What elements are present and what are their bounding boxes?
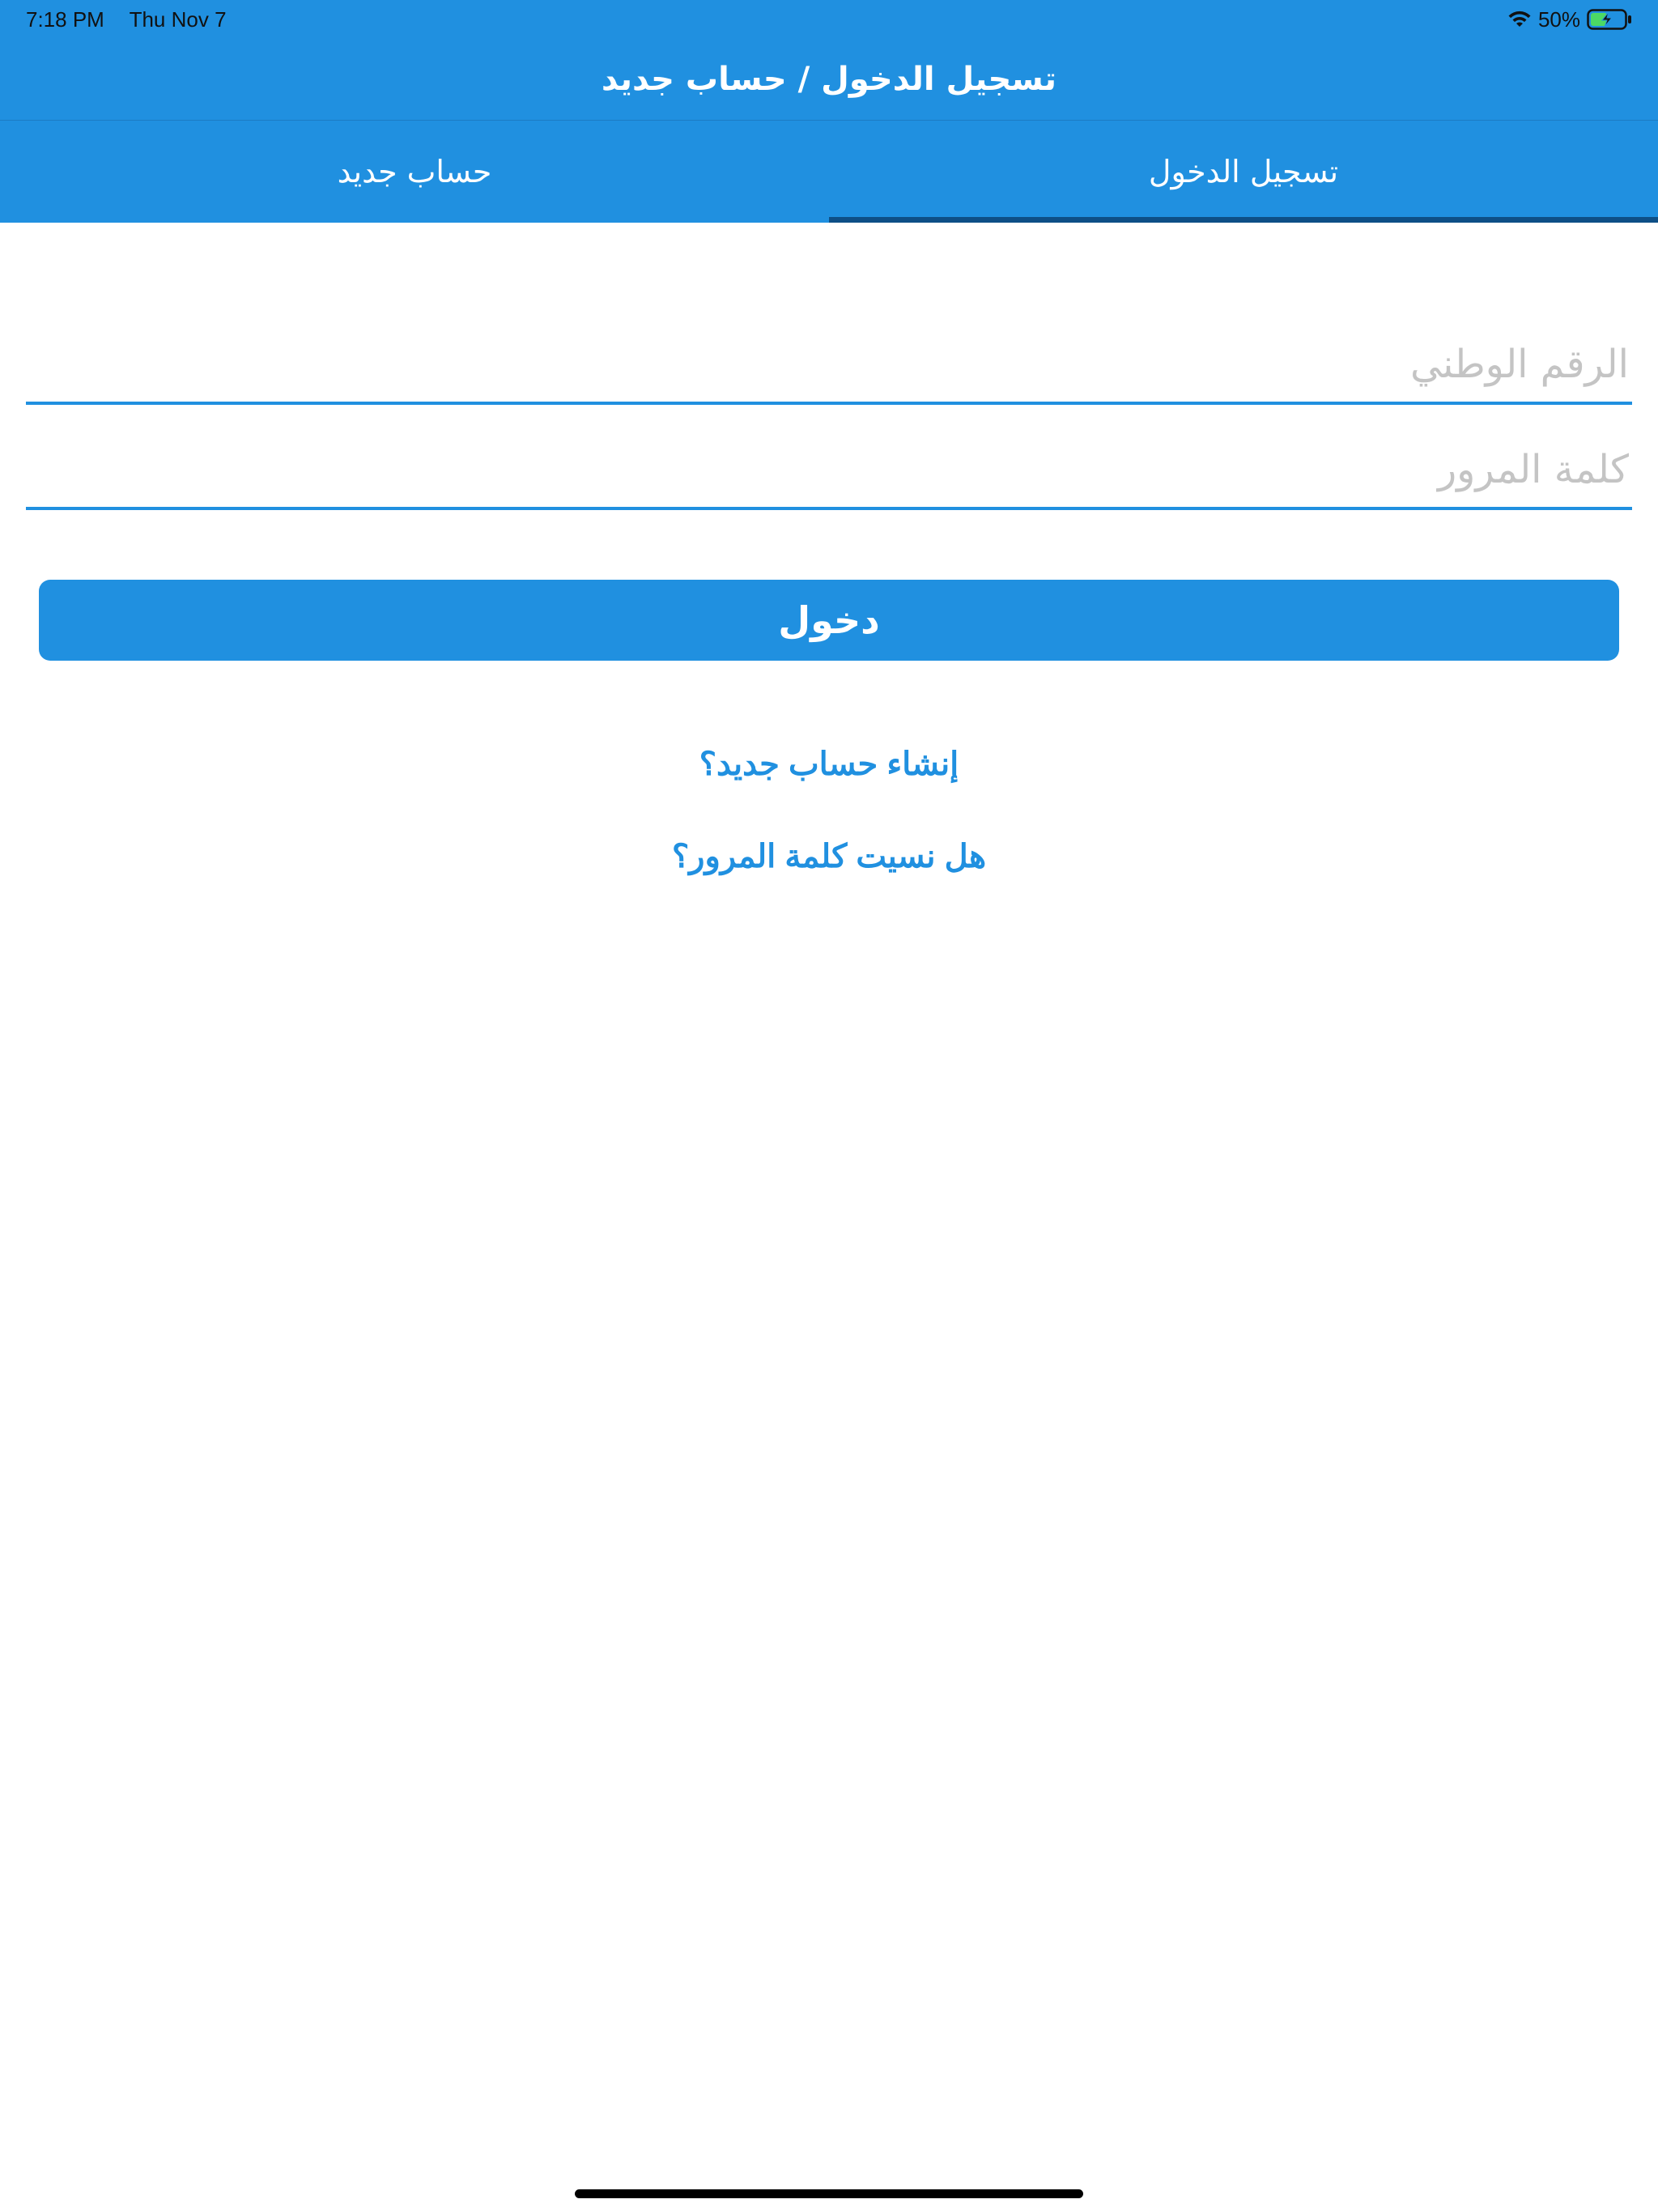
tab-selected-indicator xyxy=(829,217,1658,223)
status-indicators xyxy=(1507,5,1632,34)
status-date: Thu Nov 7 xyxy=(129,7,227,32)
national-id-field xyxy=(26,321,1632,405)
password-input[interactable] xyxy=(26,439,1632,500)
status-time: 7:18 PM xyxy=(26,7,104,32)
page-title: تسجيل الدخول / حساب جديد xyxy=(601,61,1057,98)
tab-login[interactable] xyxy=(829,121,1658,223)
tab-bar xyxy=(0,121,1658,223)
forgot-password-link[interactable]: هل نسيت كلمة المرور؟ xyxy=(0,837,1658,876)
tab-new-account-label: حساب جديد xyxy=(337,154,492,189)
battery-percent: 50% xyxy=(1537,6,1580,32)
home-indicator xyxy=(575,2189,1083,2198)
status-time-date xyxy=(26,6,246,32)
password-field xyxy=(26,426,1632,510)
tab-new-account[interactable] xyxy=(0,121,829,223)
tab-login-label: تسجيل الدخول xyxy=(1148,154,1339,189)
navigation-bar xyxy=(0,39,1658,121)
battery-icon xyxy=(1587,8,1632,31)
create-account-link[interactable]: إنشاء حساب جديد؟ xyxy=(0,745,1658,784)
national-id-input[interactable] xyxy=(26,334,1632,395)
wifi-icon xyxy=(1507,10,1532,29)
status-bar xyxy=(0,0,1658,39)
login-button[interactable]: دخول xyxy=(39,580,1619,661)
